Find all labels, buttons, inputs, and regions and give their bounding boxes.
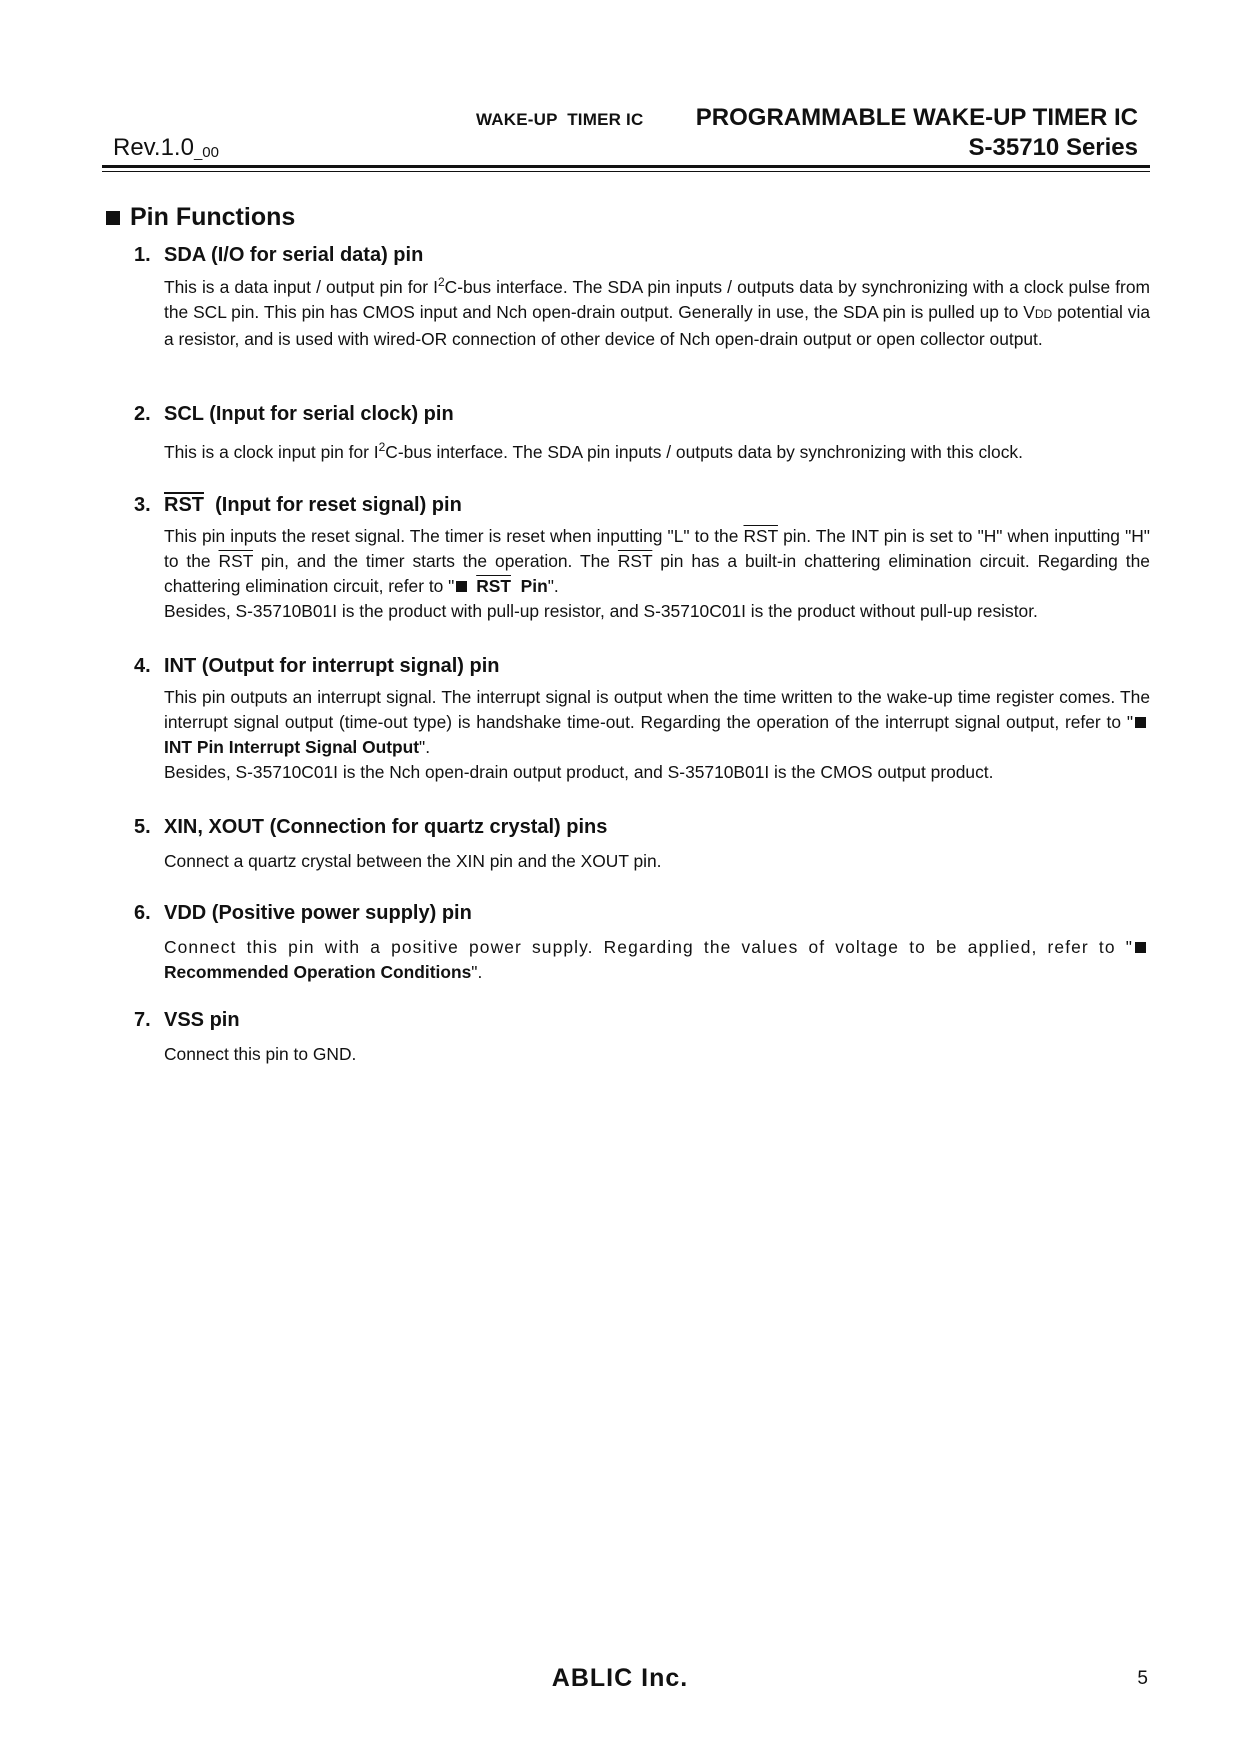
- item-body-vdd: [164, 935, 1150, 985]
- text-run: Connect this pin to GND.: [164, 1044, 357, 1064]
- text-run: This pin outputs an interrupt signal. The interrupt signal is output when the time written to the wake-up time register comes. The interrupt signal output (time-out type) is handshake time-out. Regarding the operation of the interrupt signal output, refer to ": [164, 687, 1150, 732]
- item-number: 4.: [134, 655, 151, 677]
- text-run: ".: [419, 737, 431, 757]
- text-run: C-bus interface. The SDA pin inputs / outputs data by synchronizing with a clock pulse from the SCL pin. This pin has CMOS input and Nch open-drain output. Generally in use, the SDA pin is pulled up to V: [164, 277, 1150, 322]
- item-heading-text: INT (Output for interrupt signal) pin: [164, 655, 500, 677]
- item-body-int: [164, 685, 1150, 785]
- header-category: WAKE-UP TIMER IC: [476, 110, 644, 129]
- text-run: This is a data input / output pin for I: [164, 277, 438, 297]
- page-number: 5: [1137, 1668, 1148, 1689]
- header-rule-thick: [102, 165, 1150, 168]
- text-run: potential via a resistor, and is used with wired-OR connection of other device of Nch open-drain output or open collector output.: [164, 302, 1150, 349]
- text-run: pin has a built-in chattering elimination circuit. Regarding the chattering elimination circuit, refer to ": [164, 551, 1150, 596]
- item-number: 3.: [134, 494, 151, 516]
- text-run: pin. The INT pin is set to "H" when inputting "H" to the: [164, 526, 1150, 571]
- item-heading-vdd: [134, 902, 472, 925]
- text-run: pin, and the timer starts the operation. The: [260, 551, 610, 571]
- item-body-sda: [164, 275, 1150, 352]
- item-number: 2.: [134, 403, 151, 425]
- item-heading-text: VDD (Positive power supply) pin: [164, 902, 472, 924]
- item-body-vss: [164, 1042, 1150, 1067]
- square-bullet-icon: [106, 211, 120, 225]
- item-heading-scl: [134, 403, 454, 426]
- item-heading-vss: [134, 1009, 240, 1032]
- revision-number: Rev.1.0: [113, 134, 194, 161]
- item-heading-text: SCL (Input for serial clock) pin: [164, 403, 454, 425]
- square-bullet-icon: [1135, 717, 1146, 728]
- subscript: DD: [1034, 307, 1053, 321]
- item-heading-sda: [134, 244, 423, 267]
- text-run: This is a clock input pin for I: [164, 442, 379, 462]
- company-logo: ABLIC Inc.: [551, 1664, 689, 1692]
- item-heading-rst: [134, 494, 462, 517]
- section-title: [106, 203, 295, 232]
- cross-reference-text: Recommended Operation Conditions: [164, 962, 472, 982]
- item-heading-text: SDA (I/O for serial data) pin: [164, 244, 424, 266]
- item-body-xin-xout: [164, 849, 1150, 874]
- cross-reference-text: Pin: [520, 576, 548, 596]
- rst-overline-text: $\overline{RST}$: [476, 576, 511, 596]
- text-run: This pin inputs the reset signal. The timer is reset when inputting "L" to the: [164, 526, 739, 546]
- cross-reference: [454, 576, 547, 596]
- item-heading-int: [134, 655, 500, 678]
- superscript: 2: [378, 440, 386, 454]
- item-note: Besides, S-35710C01I is the Nch open-drain output product, and S-35710B01I is the CMOS output product.: [164, 762, 994, 782]
- header-rule-thin: [102, 171, 1150, 172]
- text-run: C-bus interface. The SDA pin inputs / outputs data by synchronizing with this clock.: [385, 442, 1023, 462]
- document-title: PROGRAMMABLE WAKE-UP TIMER IC: [695, 104, 1138, 131]
- text-run: Connect a quartz crystal between the XIN pin and the XOUT pin.: [164, 851, 662, 871]
- item-note: Besides, S-35710B01I is the product with pull-up resistor, and S-35710C01I is the product without pull-up resistor.: [164, 601, 1038, 621]
- item-number: 7.: [134, 1009, 151, 1031]
- text-run: ".: [471, 962, 483, 982]
- item-number: 6.: [134, 902, 151, 924]
- square-bullet-icon: [456, 581, 467, 592]
- item-heading-text: (Input for reset signal) pin: [215, 494, 462, 516]
- revision-suffix: _00: [193, 144, 219, 161]
- item-heading-xin-xout: [134, 816, 607, 839]
- item-body-scl: [164, 440, 1150, 465]
- cross-reference-text: INT Pin Interrupt Signal Output: [164, 737, 420, 757]
- rst-overline-text: $\overline{RST}$: [218, 551, 253, 571]
- rst-overline-text: $\overline{RST}$: [743, 526, 778, 546]
- square-bullet-icon: [1135, 942, 1146, 953]
- item-number: 5.: [134, 816, 151, 838]
- item-heading-text: XIN, XOUT (Connection for quartz crystal) pins: [164, 816, 608, 838]
- revision-label: [113, 134, 219, 162]
- text-run: ".: [547, 576, 559, 596]
- item-heading-text: VSS pin: [164, 1009, 240, 1031]
- rst-overline-text: $\overline{RST}$: [617, 551, 653, 571]
- product-series: S-35710 Series: [968, 134, 1138, 161]
- text-run: Connect this pin with a positive power supply. Regarding the values of voltage to be applied, refer to ": [164, 937, 1133, 957]
- section-title-text: Pin Functions: [130, 203, 296, 231]
- item-body-rst: [164, 524, 1150, 624]
- rst-overline-label: $\overline{RST}$: [164, 494, 204, 516]
- superscript: 2: [437, 275, 445, 289]
- item-number: 1.: [134, 244, 151, 266]
